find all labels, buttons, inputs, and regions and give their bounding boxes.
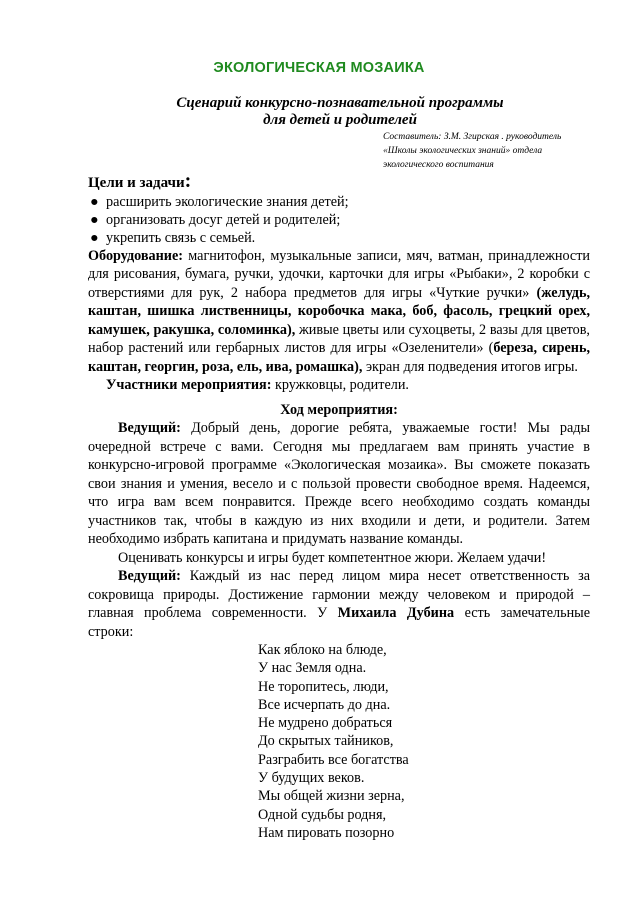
document-title: ЭКОЛОГИЧЕСКАЯ МОЗАИКА — [213, 60, 425, 76]
goals-list-item: ● расширить экологические знания детей; — [90, 193, 349, 210]
author-line: Составитель: З.М. Згирская . руководитель — [383, 132, 562, 142]
poem — [88, 641, 590, 842]
goals-list — [88, 193, 590, 247]
speech-paragraph: Ведущий: Каждый из нас перед лицом мира несет ответственность за сокровища природы. Достижение гармонии между человеком и природой – главная проблема современности. У Михаила Дубина есть замечательные строки: — [88, 568, 591, 640]
speaker-label: Ведущий: — [118, 420, 181, 436]
bullet-icon: ● — [90, 229, 99, 246]
goals-list-item: ● организовать досуг детей и родителей; — [90, 211, 341, 228]
subtitle-line: Сценарий конкурсно-познавательной программы — [176, 95, 504, 111]
jury-paragraph: Оценивать конкурсы и игры будет компетентное жюри. Желаем удачи! — [118, 549, 547, 566]
equipment-label: Оборудование: — [88, 247, 183, 264]
poem-line: Одной судьбы родня, — [258, 806, 387, 823]
document-subtitle — [120, 95, 560, 129]
poem-line: Мы общей жизни зерна, — [258, 788, 405, 805]
poet-name: Михаила Дубина — [337, 605, 455, 621]
goals-heading: Цели и задачи: — [88, 170, 192, 192]
document-body — [88, 172, 590, 842]
poem-line: Все исчерпать до дна. — [258, 696, 391, 713]
author-note — [383, 130, 613, 172]
participants-paragraph: Участники мероприятия: кружковцы, родители. — [106, 377, 409, 393]
participants-label: Участники мероприятия: — [106, 377, 272, 393]
poem-line: До скрытых тайников, — [258, 733, 394, 750]
poem-line: Не торопитесь, люди, — [258, 678, 389, 695]
author-line: экологического воспитания — [383, 160, 494, 170]
speech-paragraph: Ведущий: Добрый день, дорогие ребята, уважаемые гости! Мы рады очередной встрече с вами. Сегодня мы предлагаем вам принять участие в конкурсно-игровой программе «Экологическая мозаика». Вы сможете показать свои знания и умения, весело и с пользой провести свободное время. Надеемся, что игра вам всем понравится. Прежде всего необходимо создать команды участников так, чтобы в каждую из них входили и дети, и родители. Затем необходимо избрать капитана и придумать название команды. — [88, 420, 590, 547]
author-line: «Школы экологических знаний» отдела — [383, 146, 543, 156]
subtitle-line: для детей и родителей — [263, 112, 417, 128]
poem-line: Разграбить все богатства — [258, 751, 409, 768]
poem-line: Как яблоко на блюде, — [258, 642, 387, 658]
poem-line: Не мудрено добраться — [258, 715, 393, 732]
poem-line: У нас Земля одна. — [258, 660, 367, 677]
course-heading: Ход мероприятия: — [280, 401, 398, 418]
bullet-icon: ● — [90, 193, 99, 210]
poem-line: Нам пировать позорно — [258, 824, 395, 841]
bullet-icon: ● — [90, 211, 99, 228]
poem-line: У будущих веков. — [258, 770, 365, 787]
speaker-label: Ведущий: — [118, 568, 181, 584]
equipment-paragraph: Оборудование: магнитофон, музыкальные записи, мяч, ватман, принадлежности для рисования, бумага, ручки, удочки, карточки для игры «Рыбаки», 2 коробки с отверстиями для рук, 2 набора предметов для игры «Чуткие ручки» (желудь, каштан, шишка лиственницы, коробочка мака, боб, фасоль, грецкий орех, камушек, ракушка, соломинка), живые цветы или сухоцветы, 2 вазы для цветов, набор растений или гербарных листов для игры «Озеленители» (береза, сирень, каштан, георгин, роза, ель, ива, ромашка), экран для подведения итогов игры. — [88, 247, 590, 375]
goals-list-item: ● укрепить связь с семьей. — [90, 229, 256, 246]
